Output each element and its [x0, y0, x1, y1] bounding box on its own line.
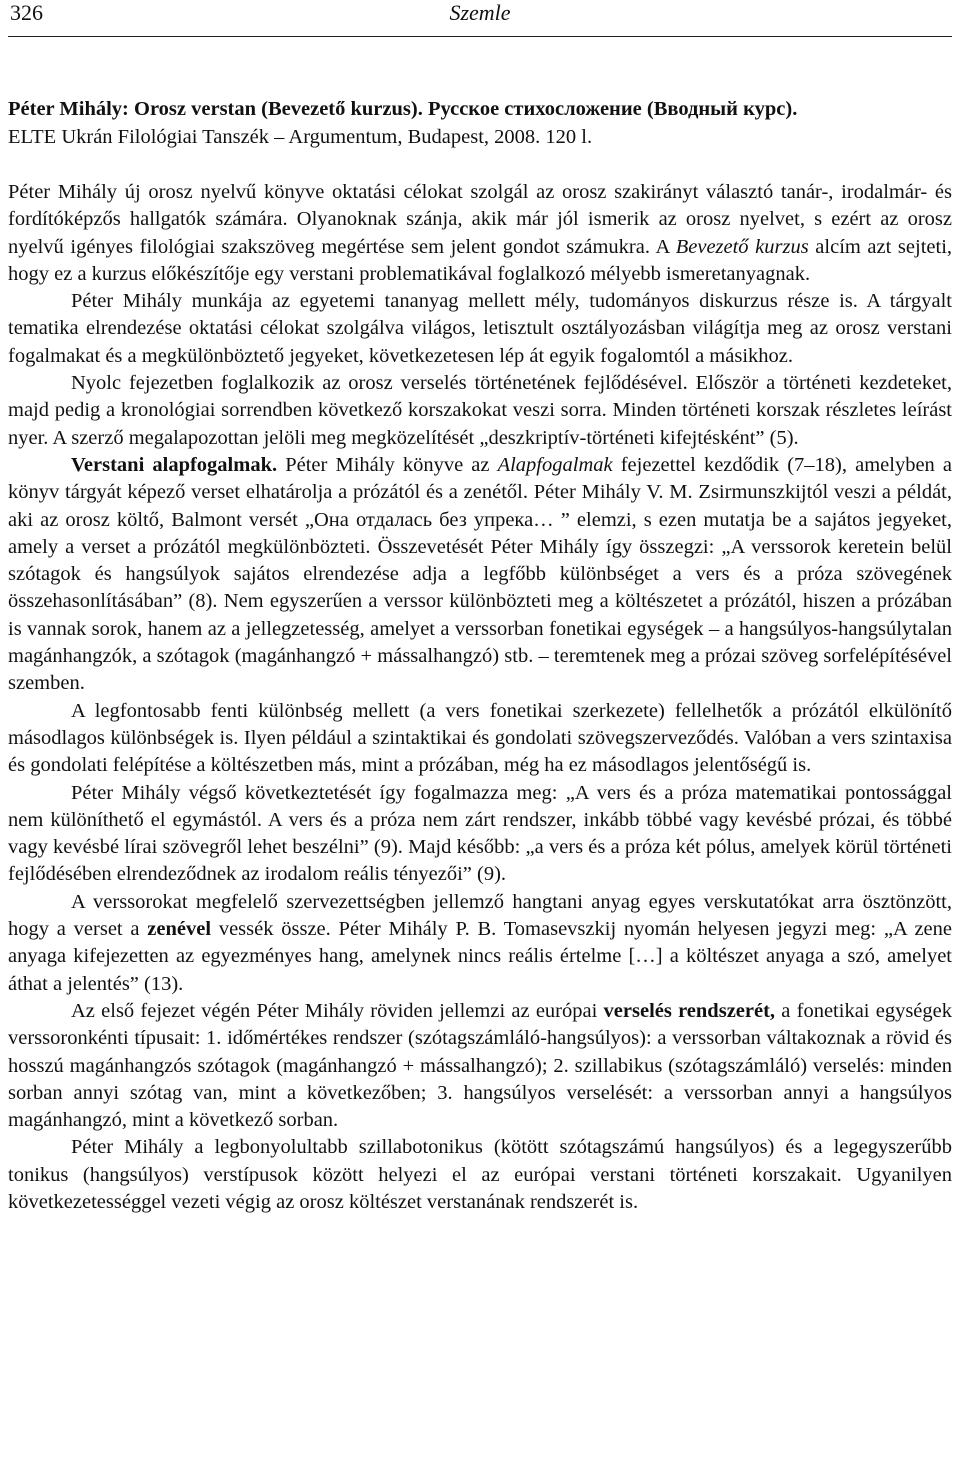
- journal-section-title: Szemle: [449, 0, 511, 25]
- bold-term: verselés rendszerét,: [603, 999, 776, 1022]
- paragraph-7: [8, 889, 952, 998]
- paragraph-1: [8, 179, 952, 288]
- paragraph-5: A legfontosabb fenti különbség mellett (a vers fonetikai szerkezete) fellelhetők a prózától elkülönítő másodlagos különbségek is. Ilyen például a szintaktikai és gondolati szövegszerveződés. Valóban a vers szintaxisa és gondolati felépítése a költészetben más, mint a prózában, még ha ez másodlagos jelentőségű is.: [8, 699, 952, 777]
- paragraph-8: [8, 998, 952, 1134]
- section-heading: Verstani alapfogalmak.: [71, 453, 278, 476]
- text-run: Péter Mihály könyve az: [277, 453, 498, 476]
- paragraph-4: [8, 452, 952, 698]
- running-header: [8, 0, 952, 37]
- text-run: a fonetikai egységek verssoronkénti típusait: 1. időmértékes rendszer (szótagszámláló-hangsúlyos): a verssorban váltakoznak a rövid és hosszú magánhangzós szótagok (magánhangzó + mássalhangzó); 2. szillabikus (szótagszámláló) verselés: minden sorban annyi szótag van, mint a következőben; 3. hangsúlyos verselését: a verssorban annyi a hangsúlyos magánhangzó, mint a következő sorban.: [8, 999, 953, 1132]
- italic-chapter-name: Alapfogalmak: [497, 453, 613, 476]
- text-run: vessék össze. Péter Mihály P. B. Tomasevszkij nyomán helyesen jegyzi meg: „A zene anyaga kifejezetten az egyezményes hang, amelynek nincs reális értelme […] a költészet anyaga a szó, amelyet áthat a jelentés” (13).: [8, 918, 952, 995]
- paragraph-6: Péter Mihály végső következtetését így fogalmazza meg: „A vers és a próza matematikai pontossággal nem különíthető el egymástól. A vers és a próza nem zárt rendszer, inkább többé vagy kevésbé prózai, és többé vagy kevésbé lírai szövegről lehet beszélni” (9). Majd később: „a vers és a próza két pólus, amelyek körül történeti fejlődésében elrendeződnek az irodalom reális tényezői” (9).: [8, 781, 952, 886]
- paragraph-2: Péter Mihály munkája az egyetemi tananyag mellett mély, tudományos diskurzus része is. A tárgyalt tematika elrendezése oktatási célokat szolgálva világos, letisztult osztályozásban világítja meg az orosz verstani fogalmakat és a megkülönböztető jegyeket, következetesen lép át egyik fogalomtól a másikhoz.: [8, 290, 952, 367]
- text-run: Az első fejezet végén Péter Mihály röviden jellemzi az európai: [71, 999, 604, 1022]
- citation-publisher: ELTE Ukrán Filológiai Tanszék – Argumentum, Budapest, 2008. 120 l.: [8, 126, 593, 148]
- bold-term: zenével: [147, 918, 212, 941]
- text-run: fejezettel kezdődik (7–18), amelyben a könyv tárgyát képező verset elhatárolja a prózától és a zenétől. Péter Mihály V. M. Zsirmunszkijtól veszi a példát, aki az orosz költő, Balmont versét „Она отдалась без упрека… ” elemzi, s ezen mutatja be a sajátos jegyeket, amely a verset a prózától megkülönbözteti. Összevetését Péter Mihály így összegzi: „A verssorok keretein belül szótagok és hangsúlyok sajátos elrendezése adja a legfőbb különbséget a vers és a próza szövegének összehasonlításában” (8). Nem egyszerűen a verssor különbözteti meg a költészetet a prózától, hiszen a prózában is vannak sorok, hanem az a jellegzetesség, amelyet a verssorban fonetikai egységek – a hangsúlyos-hangsúlytalan magánhangzók, a szótagok (magánhangzó + mássalhangzó) stb. – teremtenek meg a prózai szöveg sorfelépítésével szemben.: [8, 453, 953, 695]
- document-page: [8, 0, 952, 1216]
- book-citation: [8, 95, 952, 151]
- citation-title: Péter Mihály: Orosz verstan (Bevezető kurzus). Русское стихосложение (Вводный курс).: [8, 98, 798, 120]
- paragraph-9: Péter Mihály a legbonyolultabb szillabotonikus (kötött szótagszámú hangsúlyos) és a legegyszerűbb tonikus (hangsúlyos) verstípusok között helyezi el az európai verstani történeti korszakait. Ugyanilyen következetességgel vezeti végig az orosz költészet verstanának rendszerét is.: [8, 1136, 952, 1213]
- page-number: 326: [10, 0, 43, 25]
- text-run: A verssorokat megfelelő szervezettségben jellemző hangtani anyag egyes verskutatókat arra ösztönzött, hogy a verset a: [8, 890, 952, 941]
- text-run: alcím azt sejteti, hogy ez a kurzus előkészítője egy verstani problematikával foglalkozó mélyebb ismeretanyagnak.: [8, 235, 953, 285]
- text-run: Péter Mihály új orosz nyelvű könyve oktatási célokat szolgál az orosz szakirányt választó tanár-, irodalmár- és fordítóképzős hallgatók számára. Olyanoknak szánja, akik már jól ismerik az orosz nyelvet, s ezért az orosz nyelvű igényes filológiai szakszöveg megértése sem jelent gondot számukra. A: [8, 181, 952, 258]
- paragraph-3: Nyolc fejezetben foglalkozik az orosz verselés történetének fejlődésével. Először a történeti kezdeteket, majd pedig a kronológiai sorrendben következő korszakokat veszi sorra. Minden történeti korszak részletes leírást nyer. A szerző megalapozottan jelöli meg megközelítését „deszkriptív-történeti kifejtésként” (5).: [8, 372, 952, 449]
- italic-subtitle: Bevezető kurzus: [675, 235, 809, 258]
- review-body: [8, 179, 952, 1216]
